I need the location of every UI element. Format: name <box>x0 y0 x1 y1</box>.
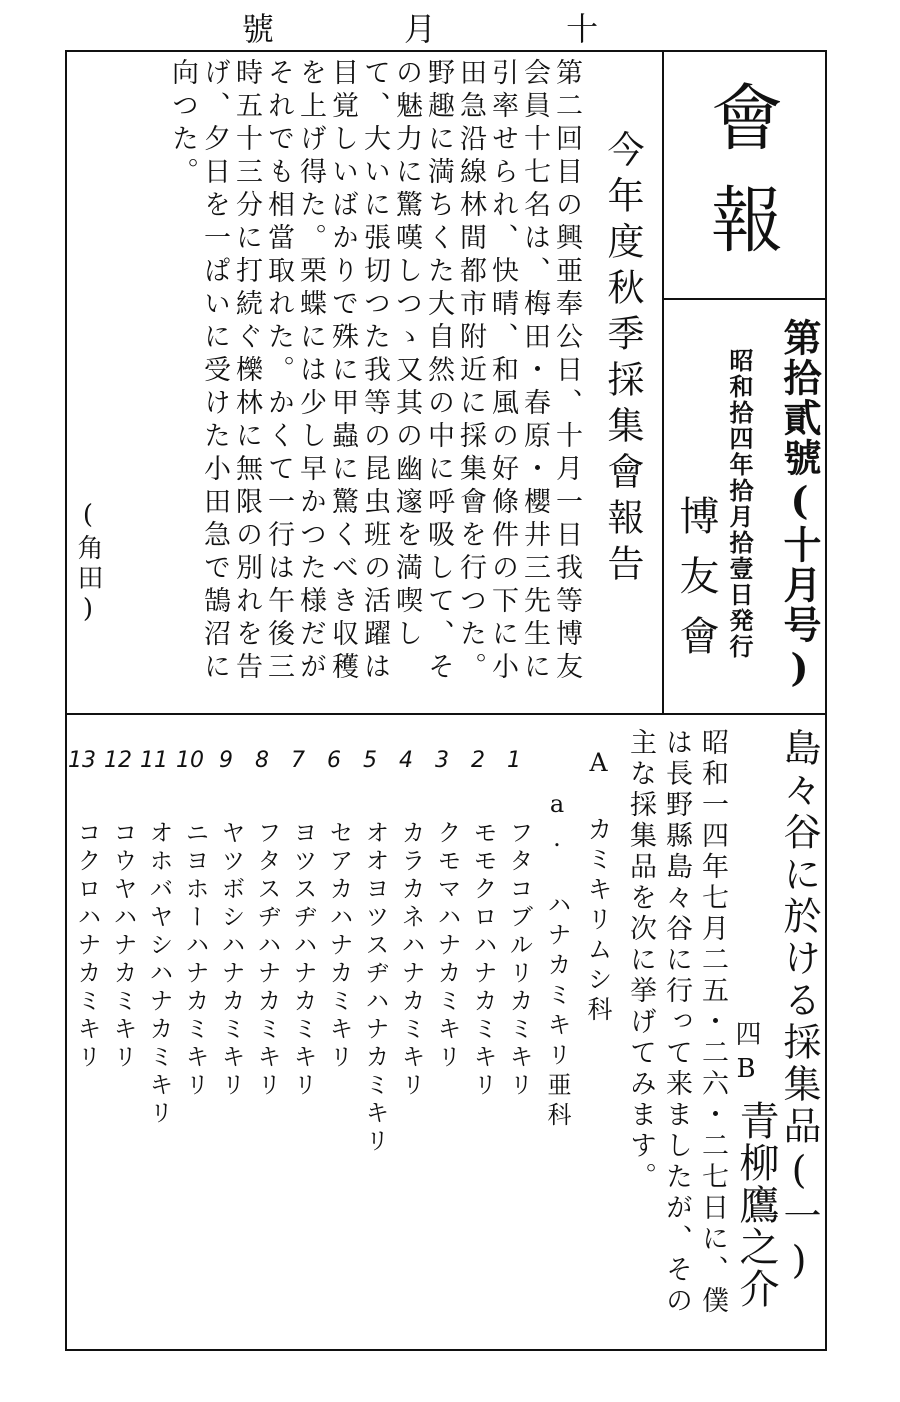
species-number: 2 <box>471 748 485 773</box>
species-name: クモマハナカミキリ <box>433 820 461 1072</box>
species-number: 3 <box>435 748 449 773</box>
species-number: 5 <box>363 748 377 773</box>
species-name: フタコブルリカミキリ <box>505 820 533 1100</box>
author-class: 四B <box>731 1020 761 1092</box>
species-name: オホバヤシハナカミキリ <box>145 820 173 1128</box>
masthead-divider <box>662 50 664 714</box>
species-number: 1 <box>507 748 521 773</box>
species-number: 10 <box>176 748 204 773</box>
species-number: 8 <box>255 748 269 773</box>
subsection-a-heading: a. ハナカミキリ亜科 <box>543 790 571 1132</box>
species-number: 13 <box>68 748 96 773</box>
species-name: コクロハナカミキリ <box>73 820 101 1072</box>
section-a-heading: A カミキリムシ科 <box>584 748 613 1026</box>
species-name: ニヨホーハナカミキリ <box>181 820 209 1100</box>
species-name: セアカハナカミキリ <box>325 820 353 1072</box>
middle-divider <box>65 713 827 715</box>
species-number: 4 <box>399 748 413 773</box>
page-header: 號 月 十 <box>241 10 659 48</box>
issue-date: 昭和拾四年拾月拾壹日発行 <box>725 348 754 660</box>
masthead-inner-divider <box>662 298 827 300</box>
species-number: 9 <box>219 748 233 773</box>
autumn-report-title: 今年度秋季採集會報告 <box>601 130 644 590</box>
species-number: 6 <box>327 748 341 773</box>
species-name: カラカネハナカミキリ <box>397 820 425 1100</box>
species-number: 7 <box>291 748 305 773</box>
species-name: フタスヂハナカミキリ <box>253 820 281 1100</box>
shimashima-title: 島々谷に於ける採集品(一) <box>777 728 821 1286</box>
species-name: オオヨツスヂハナカミキリ <box>361 820 389 1156</box>
publisher-name: 博友會 <box>673 495 719 675</box>
shimashima-intro: 昭和一四年七月二五・二六・二七日に、僕は長野縣島々谷に行って来ましたが、その主な採集品を次に挙げてみます。 <box>625 728 728 1317</box>
autumn-report-author: (角田) <box>73 500 103 628</box>
kaiho-title: 會報 <box>699 80 783 284</box>
species-name: モモクロハナカミキリ <box>469 820 497 1100</box>
issue-number: 第拾貳號(十月号) <box>777 318 822 692</box>
autumn-report-body: 第二回目の興亜奉公日、十月一日我等博友会員十七名は、梅田・春原・櫻井三先生に引率せられ、快晴、和風の好條件の下に小田急沿線林間都市附近に採集會を行つた。野趣に満ちくた大自然の中に呼吸して、その魅力に驚嘆しつゝ又其の幽邃を満喫して、大いに張切つた我等の昆虫班の活躍は目覚しいばかりで殊に甲蟲に驚くべき収穫を上げ得た。栗蝶には少し早かつた様だがそれでも相當取れた。かくて一行は午後三時五十三分に打続ぐ櫟林に無限の別れを告げ、夕日を一ぱいに受けた小田急で鵠沼に向つた。 <box>167 58 582 685</box>
species-number: 12 <box>104 748 132 773</box>
author-name: 青柳鷹之介 <box>733 1100 779 1310</box>
species-name: コウヤハナカミキリ <box>109 820 137 1072</box>
species-name: ヨツスヂハナカミキリ <box>289 820 317 1100</box>
species-name: ヤツボシハナカミキリ <box>217 820 245 1100</box>
species-number: 11 <box>140 748 168 773</box>
